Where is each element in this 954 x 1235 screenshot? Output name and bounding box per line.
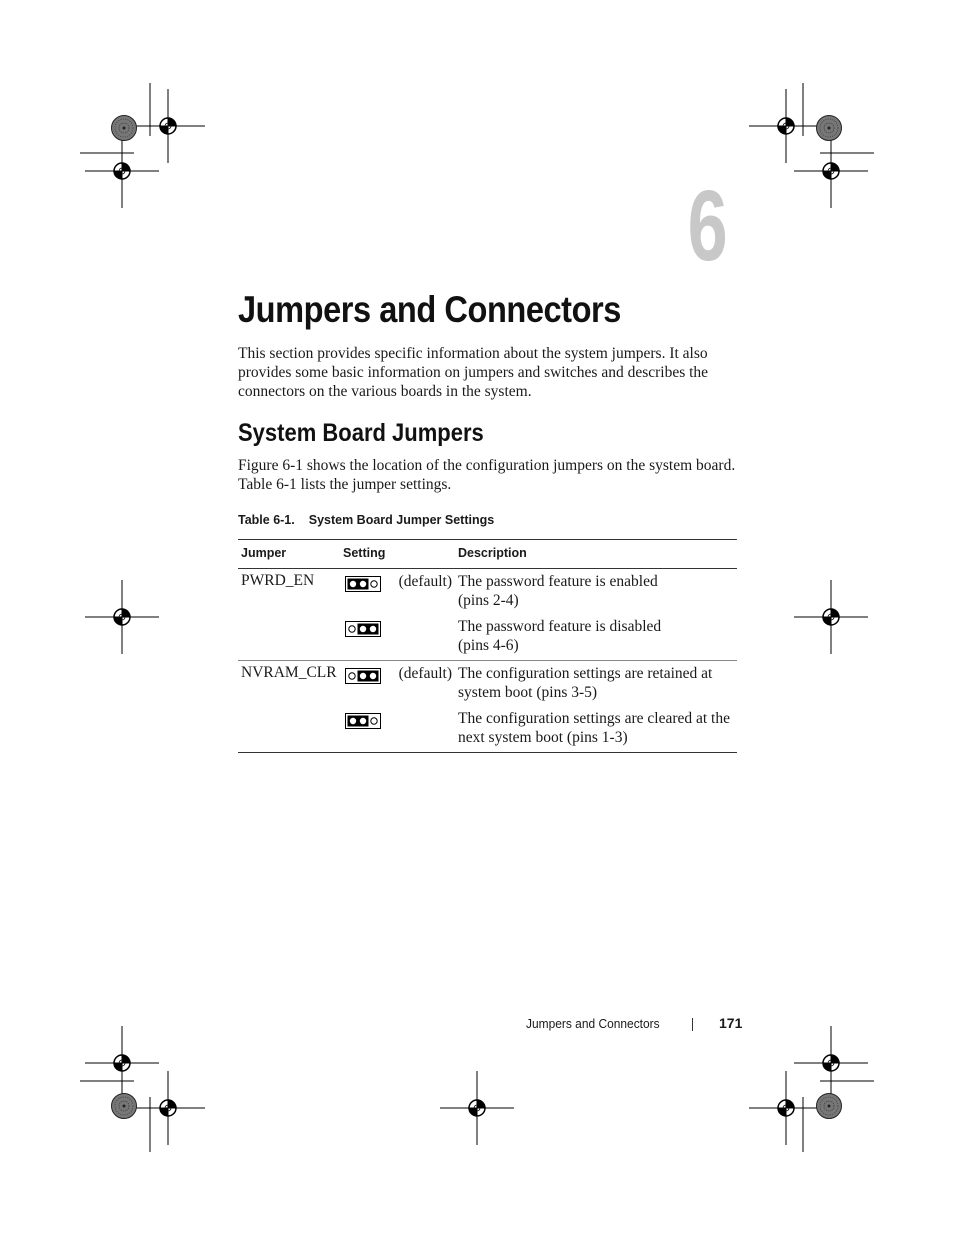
page-number: 171 <box>719 1015 743 1031</box>
color-wheel-icon <box>817 116 842 141</box>
table-row <box>238 661 737 703</box>
registration-mark-icon <box>85 580 159 654</box>
registration-mark-icon <box>85 134 159 208</box>
page-title: Jumpers and Connectors <box>238 289 621 330</box>
footer-divider <box>692 1018 693 1031</box>
jumper-settings-table <box>238 539 737 753</box>
section-heading: System Board Jumpers <box>238 419 484 447</box>
description-line: system boot (pins 3-5) <box>458 684 598 701</box>
color-wheel-icon <box>112 116 137 141</box>
registration-mark-icon <box>131 89 205 163</box>
color-wheel-icon <box>112 1094 137 1119</box>
description-line: The password feature is disabled <box>458 618 662 635</box>
section-paragraph: Figure 6-1 shows the location of the configuration jumpers on the system board. Table 6-1 lists the jumper settings. <box>238 457 736 493</box>
jumper-pins-icon <box>345 576 381 592</box>
setting-cell <box>340 569 455 611</box>
chapter-number: 6 <box>687 170 728 282</box>
description-cell <box>455 661 737 703</box>
setting-cell <box>340 702 455 753</box>
column-header-description: Description <box>455 540 737 569</box>
registration-mark-icon <box>794 134 868 208</box>
registration-mark-icon <box>440 1071 514 1145</box>
default-label: (default) <box>398 573 452 590</box>
registration-mark-icon <box>749 1071 823 1145</box>
jumper-name: PWRD_EN <box>241 572 315 589</box>
default-label: (default) <box>398 665 452 682</box>
setting-cell <box>340 610 455 661</box>
jumper-name <box>238 702 340 753</box>
description-line: The configuration settings are retained at <box>458 665 713 682</box>
description-line: next system boot (pins 1-3) <box>458 729 628 746</box>
column-header-jumper: Jumper <box>238 540 340 569</box>
description-cell <box>455 610 737 661</box>
description-line: (pins 4-6) <box>458 637 519 654</box>
registration-mark-icon <box>794 1026 868 1100</box>
table-header-row <box>238 540 737 569</box>
column-header-setting: Setting <box>340 540 455 569</box>
jumper-pins-icon <box>345 713 381 729</box>
registration-mark-icon <box>749 89 823 163</box>
description-line: The configuration settings are cleared at the <box>458 710 730 727</box>
table-caption <box>238 513 494 527</box>
registration-mark-icon <box>85 1026 159 1100</box>
intro-paragraph: This section provides specific information about the system jumpers. It also provides some basic information on jumpers and switches and describes the connectors on the various boards in the system. <box>238 345 709 400</box>
jumper-name <box>238 610 340 661</box>
registration-mark-icon <box>794 580 868 654</box>
description-cell <box>455 702 737 753</box>
description-cell <box>455 569 737 611</box>
description-line: The password feature is enabled <box>458 573 658 590</box>
table-row <box>238 569 737 611</box>
table-row <box>238 702 737 753</box>
table-caption-title: System Board Jumper Settings <box>308 513 495 527</box>
jumper-pins-icon <box>345 668 381 684</box>
color-wheel-icon <box>817 1094 842 1119</box>
footer-chapter-title: Jumpers and Connectors <box>526 1016 660 1031</box>
table-caption-label: Table 6-1. <box>238 513 295 527</box>
registration-mark-icon <box>131 1071 205 1145</box>
description-line: (pins 2-4) <box>458 592 519 609</box>
table-row <box>238 610 737 661</box>
setting-cell <box>340 661 455 703</box>
jumper-name: NVRAM_CLR <box>241 664 337 681</box>
jumper-pins-icon <box>345 621 381 637</box>
